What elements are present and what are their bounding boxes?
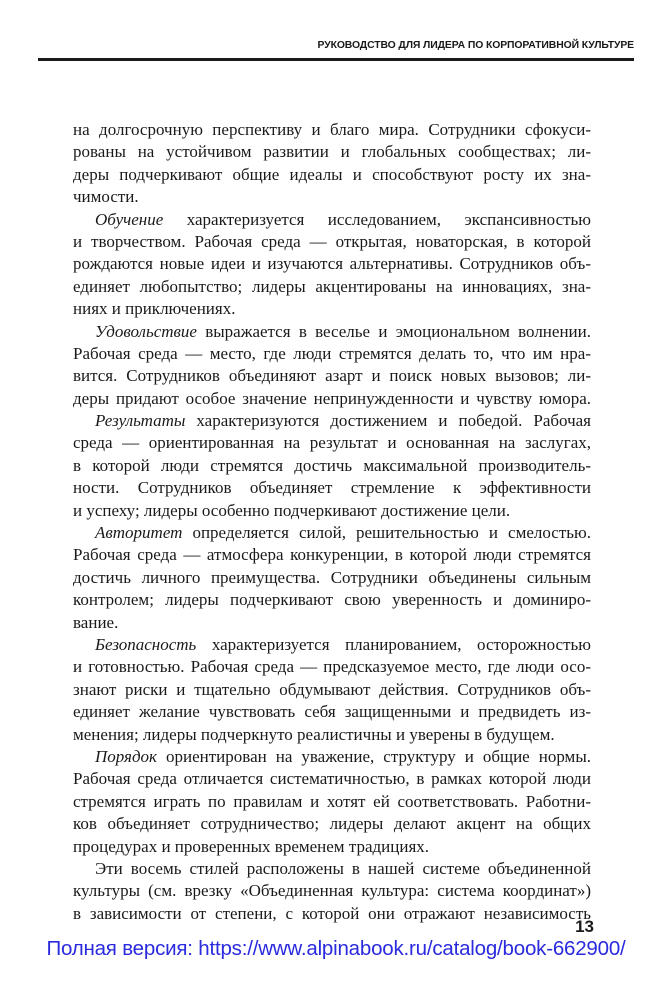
text-line [73, 768, 591, 790]
text-line [73, 813, 591, 835]
line-text: в которой люди стремятся достичь максимальной производитель- [73, 455, 591, 475]
style-term: Удовольствие [95, 321, 197, 341]
text-line [73, 791, 591, 813]
line-text: Рабочая среда — атмосфера конкуренции, в которой люди стремятся [73, 545, 591, 565]
text-line [73, 746, 591, 768]
text-line [73, 276, 591, 298]
line-text: вание. [73, 612, 119, 632]
line-text: деры подчеркивают общие идеалы и способствуют росту их зна- [73, 164, 591, 184]
text-line [73, 253, 591, 275]
line-text: ков объединяет сотрудничество; лидеры делают акцент на общих [73, 814, 591, 834]
text-line [73, 903, 591, 925]
line-text: процедурах и проверенных временем традициях. [73, 836, 430, 856]
text-line [73, 231, 591, 253]
line-text: характеризуются достижением и победой. Рабочая [185, 411, 591, 431]
text-line [73, 858, 591, 880]
line-text: достичь личного преимущества. Сотрудники объединены сильным [73, 567, 591, 587]
line-text: единяет любопытство; лидеры акцентированы на инновациях, зна- [73, 276, 591, 296]
style-term: Безопасность [95, 634, 197, 654]
text-line [73, 701, 591, 723]
line-text: среда — ориентированная на результат и основанная на заслугах, [73, 433, 591, 453]
text-line [73, 119, 591, 141]
line-text: и творчеством. Рабочая среда — открытая, новаторская, в которой [73, 231, 591, 251]
text-line [73, 634, 591, 656]
line-text: и успеху; лидеры особенно подчеркивают достижение цели. [73, 500, 511, 520]
line-text: и готовностью. Рабочая среда — предсказуемое место, где люди осо- [73, 657, 591, 677]
line-text: стремятся играть по правилам и хотят ей соответствовать. Работни- [73, 791, 591, 811]
line-text: ниях и приключениях. [73, 299, 236, 319]
text-line [73, 410, 591, 432]
line-text: менения; лидеры подчеркнуто реалистичны и уверены в будущем. [73, 724, 555, 744]
style-term: Порядок [95, 746, 158, 766]
text-line [73, 298, 591, 320]
text-line [73, 612, 591, 634]
text-line [73, 455, 591, 477]
text-line [73, 567, 591, 589]
text-line [73, 544, 591, 566]
style-term: Авторитет [95, 523, 183, 543]
text-line [73, 164, 591, 186]
text-line [73, 880, 591, 902]
text-line [73, 656, 591, 678]
text-line [73, 209, 591, 231]
line-text: культуры (см. врезку «Объединенная культура: система координат») [73, 881, 591, 901]
full-version-link[interactable]: Полная версия: https://www.alpinabook.ru/catalog/book-662900/ [46, 937, 626, 960]
text-line [73, 141, 591, 163]
text-line [73, 589, 591, 611]
text-line [73, 388, 591, 410]
text-line [73, 343, 591, 365]
text-line [73, 321, 591, 343]
text-line [73, 477, 591, 499]
line-text: рождаются новые идеи и изучаются альтернативы. Сотрудников объ- [73, 254, 591, 274]
line-text: в зависимости от степени, с которой они отражают независимость [73, 903, 591, 923]
text-line [73, 522, 591, 544]
text-line [73, 432, 591, 454]
page-number: 13 [575, 917, 594, 936]
line-text: характеризуется планированием, осторожностью [196, 634, 591, 654]
text-line [73, 500, 591, 522]
line-text: определяется силой, решительностью и смелостью. [182, 523, 591, 543]
line-text: рованы на устойчивом развитии и глобальных сообществах; ли- [73, 142, 591, 162]
text-line [73, 365, 591, 387]
line-text: вится. Сотрудников объединяют азарт и поиск новых вызовов; ли- [73, 366, 591, 386]
body-text [73, 119, 591, 925]
style-term: Обучение [95, 209, 164, 229]
line-text: знают риски и тщательно обдумывают действия. Сотрудников объ- [73, 679, 591, 699]
line-text: деры придают особое значение непринужденности и чувству юмора. [73, 388, 591, 408]
line-text: ориентирован на уважение, структуру и общие нормы. [157, 746, 591, 766]
line-text: на долгосрочную перспективу и благо мира. Сотрудники сфокуси- [73, 120, 591, 139]
header-rule [38, 58, 634, 61]
text-line [73, 836, 591, 858]
line-text: единяет желание чувствовать себя защищенными и предвидеть из- [73, 702, 591, 722]
line-text: Эти восемь стилей расположены в нашей системе объединенной [95, 858, 591, 878]
line-text: контролем; лидеры подчеркивают свою уверенность и доминиро- [73, 590, 591, 610]
style-term: Результаты [95, 411, 186, 431]
text-line [73, 679, 591, 701]
line-text: чимости. [73, 187, 139, 207]
text-line [73, 186, 591, 208]
line-text: Рабочая среда отличается систематичностью, в рамках которой люди [73, 769, 591, 789]
line-text: выражается в веселье и эмоциональном волнении. [196, 321, 591, 341]
text-line [73, 724, 591, 746]
running-header: РУКОВОДСТВО ДЛЯ ЛИДЕРА ПО КОРПОРАТИВНОЙ КУЛЬТУРЕ [317, 40, 634, 51]
line-text: характеризуется исследованием, экспансивностью [163, 209, 591, 229]
line-text: Рабочая среда — место, где люди стремятся делать то, что им нра- [73, 343, 591, 363]
line-text: ности. Сотрудников объединяет стремление к эффективности [73, 478, 591, 498]
